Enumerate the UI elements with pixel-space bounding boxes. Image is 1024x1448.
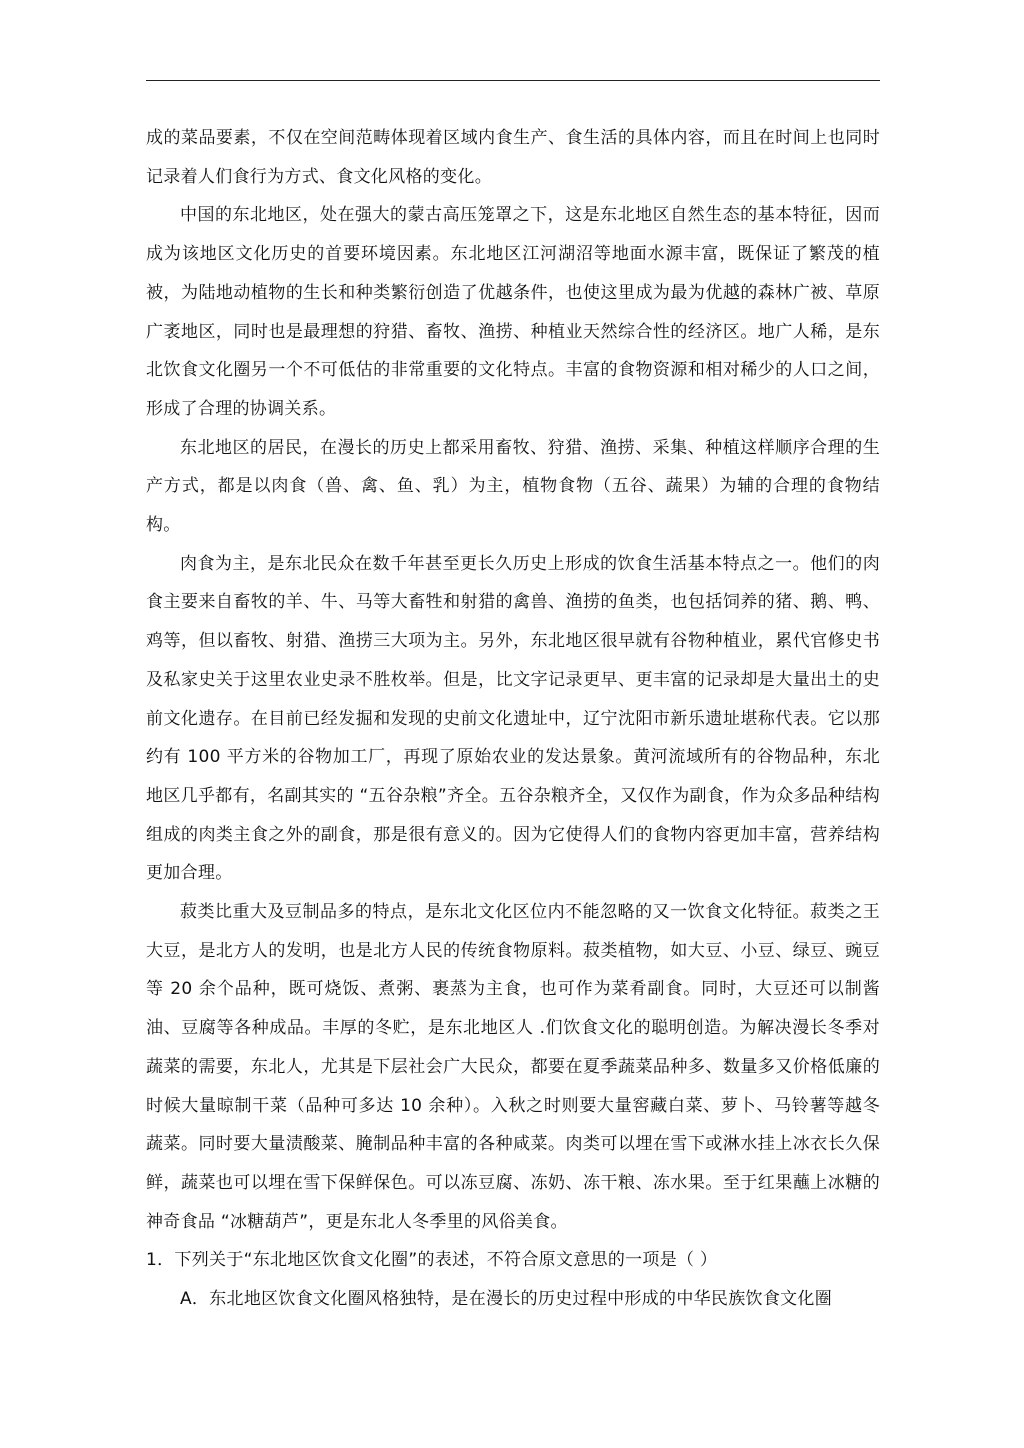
paragraph-livelihood: 东北地区的居民，在漫长的历史上都采用畜牧、狩猎、渔捞、采集、种植这样顺序合理的生产方式，都是以肉食（兽、禽、鱼、乳）为主，植物食物（五谷、蔬果）为辅的合理的食物结构。 [146,437,880,536]
option-a-label: A． [180,1289,210,1310]
option-a-text: 东北地区饮食文化圈风格独特，是在漫长的历史过程中形成的中华民族饮食文化圈 [209,1289,833,1310]
document-body [146,119,880,1319]
question-1 [146,1241,880,1280]
question-text: 下列关于“东北地区饮食文化圈”的表述，不符合原文意思的一项是（ ） [174,1250,718,1271]
paragraph-meat-diet: 肉食为主，是东北民众在数千年甚至更长久历史上形成的饮食生活基本特点之一。他们的肉食主要来自畜牧的羊、牛、马等大畜牲和射猎的禽兽、渔捞的鱼类，也包括饲养的猪、鹅、鸭、鸡等，但以畜牧、射猎、渔捞三大项为主。另外，东北地区很早就有谷物种植业，累代官修史书及私家史关于这里农业史录不胜枚举。但是，比文字记录更早、更丰富的记录却是大量出土的史前文化遗存。在目前已经发掘和发现的史前文化遗址中，辽宁沈阳市新乐遗址堪称代表。它以那约有 100 平方米的谷物加工厂，再现了原始农业的发达景象。黄河流域所有的谷物品种，东北地区几乎都有，名副其实的 “五谷杂粮”齐全。五谷杂粮齐全，又仅作为副食，作为众多品种结构组成的肉类主食之外的副食，那是很有意义的。因为它使得人们的食物内容更加丰富，营养结构更加合理。 [146,553,880,884]
question-number: 1． [146,1250,175,1271]
paragraph-beans-winter-storage: 菽类比重大及豆制品多的特点，是东北文化区位内不能忽略的又一饮食文化特征。菽类之王大豆，是北方人的发明，也是北方人民的传统食物原料。菽类植物，如大豆、小豆、绿豆、豌豆等 20 余个品种，既可烧饭、煮粥、裹蒸为主食，也可作为菜肴副食。同时，大豆还可以制酱油、豆腐等各种成品。丰厚的冬贮，是东北地区人 .们饮食文化的聪明创造。为解决漫长冬季对蔬菜的需要，东北人，尤其是下层社会广大民众，都要在夏季蔬菜品种多、数量多又价格低廉的时候大量晾制干菜（品种可多达 10 余种）。入秋之时则要大量窖藏白菜、萝卜、马铃薯等越冬蔬菜。同时要大量渍酸菜、腌制品种丰富的各种咸菜。肉类可以埋在雪下或淋水挂上冰衣长久保鲜，蔬菜也可以埋在雪下保鲜保色。可以冻豆腐、冻奶、冻干粮、冻水果。至于红果蘸上冰糖的神奇食品 “冰糖葫芦”，更是东北人冬季里的风俗美食。 [146,902,880,1232]
header-rule [146,80,880,81]
paragraph-continuation: 成的菜品要素，不仅在空间范畴体现着区域内食生产、食生活的具体内容，而且在时间上也同时记录着人们食行为方式、食文化风格的变化。 [146,128,880,187]
paragraph-geography: 中国的东北地区，处在强大的蒙古高压笼罩之下，这是东北地区自然生态的基本特征，因而成为该地区文化历史的首要环境因素。东北地区江河湖沼等地面水源丰富，既保证了繁茂的植被，为陆地动植物的生长和种类繁衍创造了优越条件，也使这里成为最为优越的森林广被、草原广袤地区，同时也是最理想的狩猎、畜牧、渔捞、种植业天然综合性的经济区。地广人稀，是东北饮食文化圈另一个不可低估的非常重要的文化特点。丰富的食物资源和相对稀少的人口之间，形成了合理的协调关系。 [146,205,880,419]
option-a [146,1280,880,1319]
